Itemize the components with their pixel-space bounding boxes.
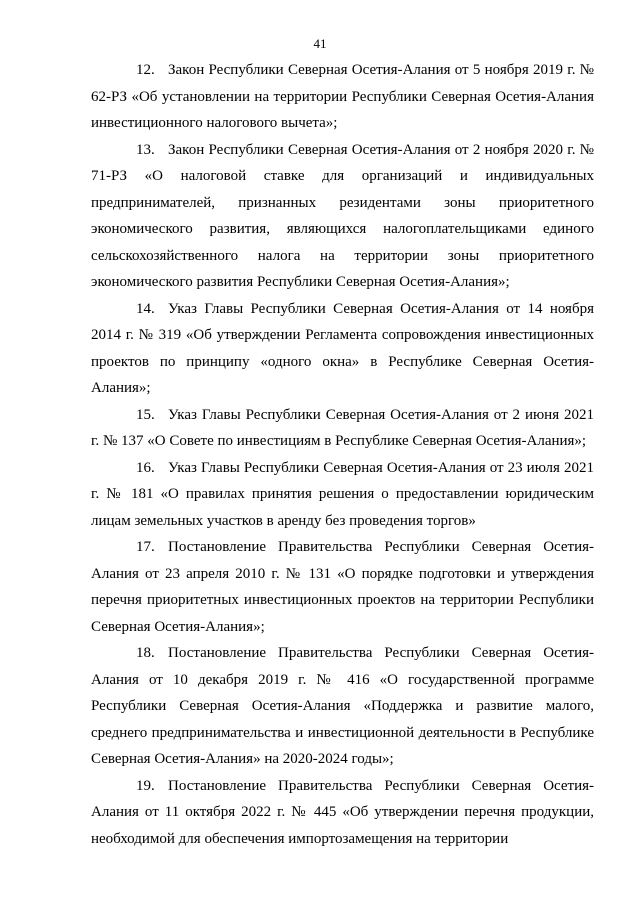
item-text: Закон Республики Северная Осетия-Алания от 5 ноября 2019 г. № 62-РЗ «Об установлении на территории Республики Северная Осетия-Алания инвестиционного налогового вычета»; [91,62,594,131]
item-number: 19. [136,777,155,794]
list-item [91,296,594,402]
list-item [91,640,594,773]
item-text: Постановление Правительства Республики Северная Осетия-Алания от 11 октября 2022 г. № 445 «Об утверждении перечня продукции, необходимой для обеспечения импортозамещения на территории [91,777,594,847]
item-text: Постановление Правительства Республики Северная Осетия-Алания от 23 апреля 2010 г. № 131 «О порядке подготовки и утверждения перечня приоритетных инвестиционных проектов на территории Республики Северная Осетия-Алания»; [91,539,594,635]
list-item [91,455,594,535]
item-number: 12. [136,62,155,78]
item-text: Указ Главы Республики Северная Осетия-Алания от 14 ноября 2014 г. № 319 «Об утверждении Регламента сопровождения инвестиционных проектов по принципу «одного окна» в Республике Северная Осетия-Алания»; [91,300,594,396]
item-number: 14. [136,300,155,317]
list-item [91,534,594,640]
list-item [91,402,594,455]
item-number: 17. [136,539,155,555]
item-text: Указ Главы Республики Северная Осетия-Алания от 2 июня 2021 г. № 137 «О Совете по инвестициям в Республике Северная Осетия-Алания»; [91,406,594,449]
list-item [91,137,594,296]
list-item [91,773,594,853]
list-item [91,57,594,137]
item-number: 13. [136,141,155,158]
item-text: Указ Главы Республики Северная Осетия-Алания от 23 июля 2021 г. № 181 «О правилах принятия решения о предоставлении юридическим лицам земельных участков в аренду без проведения торгов» [91,459,594,529]
document-body [91,57,594,852]
item-number: 15. [136,406,155,423]
item-number: 18. [136,645,155,661]
item-number: 16. [136,459,155,476]
item-text: Постановление Правительства Республики Северная Осетия-Алания от 10 декабря 2019 г. № 416 «О государственной программе Республики Северная Осетия-Алания «Поддержка и развитие малого, среднего предпринимательства и инвестиционной деятельности в Республике Северная Осетия-Алания» на 2020-2024 годы»; [91,645,594,767]
page-number: 41 [313,36,327,51]
item-text: Закон Республики Северная Осетия-Алания от 2 ноября 2020 г. № 71-РЗ «О налоговой ставке для организаций и индивидуальных предпринимателей, признанных резидентами зоны приоритетного экономического развития, являющихся налогоплательщиками единого сельскохозяйственного налога на территории зоны приоритетного экономического развития Республики Северная Осетия-Алания»; [91,141,594,290]
